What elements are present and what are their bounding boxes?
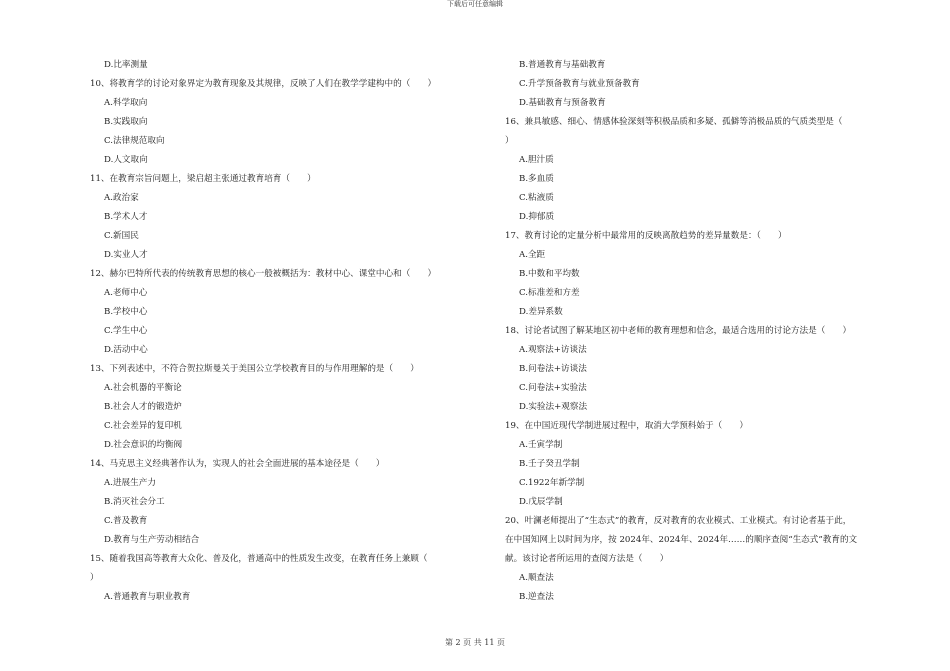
question-continuation: ） xyxy=(90,573,99,583)
answer-option: C.社会差异的复印机 xyxy=(104,421,182,431)
answer-option: D.社会意识的均衡阀 xyxy=(104,440,183,450)
answer-option: D.基础教育与预备教育 xyxy=(519,98,606,108)
answer-option: B.逆查法 xyxy=(519,592,554,602)
left-column xyxy=(90,56,510,607)
answer-option: C.普及教育 xyxy=(104,516,148,526)
question-text: 11、在教育宗旨问题上，梁启超主张通过教育培育（ ） xyxy=(90,174,316,184)
answer-option: D.抑郁质 xyxy=(519,212,555,222)
answer-option: B.多血质 xyxy=(519,174,554,184)
question-text: 19、在中国近现代学制进展过程中，取消大学预科始于（ ） xyxy=(505,421,748,431)
answer-option: B.普通教育与基础教育 xyxy=(519,60,606,70)
answer-option: A.壬寅学制 xyxy=(519,440,563,450)
answer-option: A.全距 xyxy=(519,250,546,260)
answer-option: C.学生中心 xyxy=(104,326,148,336)
answer-option: A.顺查法 xyxy=(519,573,554,583)
answer-option: C.标准差和方差 xyxy=(519,288,580,298)
answer-option: A.老师中心 xyxy=(104,288,148,298)
answer-option: C.问卷法+实验法 xyxy=(519,383,587,393)
answer-option: A.社会机器的平衡论 xyxy=(104,383,182,393)
answer-option: D.活动中心 xyxy=(104,345,148,355)
header-note: 下载后可任意编辑 xyxy=(447,0,503,8)
question-text: 16、兼具敏感、细心、情感体验深刻等积极品质和多疑、孤僻等消极品质的气质类型是（ xyxy=(505,117,843,127)
answer-option: B.学校中心 xyxy=(104,307,148,317)
answer-option: C.法律规范取向 xyxy=(104,136,165,146)
answer-option: B.学术人才 xyxy=(104,212,148,222)
answer-option: A.普通教育与职业教育 xyxy=(104,592,191,602)
question-text: 17、教育讨论的定量分析中最常用的反映离散趋势的差异量数是：（ ） xyxy=(505,231,787,241)
answer-option: C.升学预备教育与就业预备教育 xyxy=(519,79,640,89)
question-text: 12、赫尔巴特所代表的传统教育思想的核心一般被概括为：教材中心、课堂中心和（ ） xyxy=(90,269,437,279)
question-text: 14、马克思主义经典著作认为，实现人的社会全面进展的基本途径是（ ） xyxy=(90,459,385,469)
answer-option: D.实验法+观察法 xyxy=(519,402,588,412)
answer-option: B.社会人才的锻造炉 xyxy=(104,402,182,412)
question-continuation: 在中国知网上以时间为序，按 2024年、2024年、2024年……的顺序查阅“生态式”教育的文 xyxy=(505,535,858,545)
answer-option: A.进展生产力 xyxy=(104,478,156,488)
answer-option: B.壬子癸丑学制 xyxy=(519,459,580,469)
answer-option: A.政治家 xyxy=(104,193,139,203)
question-continuation: ） xyxy=(505,136,514,146)
answer-option: A.观察法+访谈法 xyxy=(519,345,587,355)
page-footer: 第 2 页 共 11 页 xyxy=(445,638,505,647)
question-text: 13、下列表述中，不符合贺拉斯曼关于美国公立学校教育目的与作用理解的是（ ） xyxy=(90,364,419,374)
answer-option: D.实业人才 xyxy=(104,250,148,260)
answer-option: C.粘液质 xyxy=(519,193,554,203)
answer-option: B.消灭社会分工 xyxy=(104,497,165,507)
right-column xyxy=(505,56,925,607)
answer-option: B.实践取向 xyxy=(104,117,148,127)
question-continuation: 献。该讨论者所运用的查阅方法是（ ） xyxy=(505,554,669,564)
answer-option: D.人文取向 xyxy=(104,155,148,165)
answer-option: D.戊辰学制 xyxy=(519,497,563,507)
answer-option: B.中数和平均数 xyxy=(519,269,580,279)
answer-option: B.问卷法+访谈法 xyxy=(519,364,587,374)
answer-option: D.教育与生产劳动相结合 xyxy=(104,535,200,545)
answer-option: A.科学取向 xyxy=(104,98,148,108)
answer-option: C.1922年新学制 xyxy=(519,478,585,488)
question-text: 18、讨论者试图了解某地区初中老师的教育理想和信念，最适合选用的讨论方法是（ ） xyxy=(505,326,852,336)
answer-option: D.差异系数 xyxy=(519,307,563,317)
question-text: 10、将教育学的讨论对象界定为教育现象及其规律，反映了人们在教学学建构中的（ ） xyxy=(90,79,437,89)
answer-option: D.比率测量 xyxy=(104,60,148,70)
answer-option: C.新国民 xyxy=(104,231,139,241)
question-text: 20、叶澜老师提出了“生态式”的教育，反对教育的农业模式、工业模式。有讨论者基于此， xyxy=(505,516,852,526)
question-text: 15、随着我国高等教育大众化、普及化，普通高中的性质发生改变，在教育任务上兼顾（ xyxy=(90,554,428,564)
answer-option: A.胆汁质 xyxy=(519,155,554,165)
